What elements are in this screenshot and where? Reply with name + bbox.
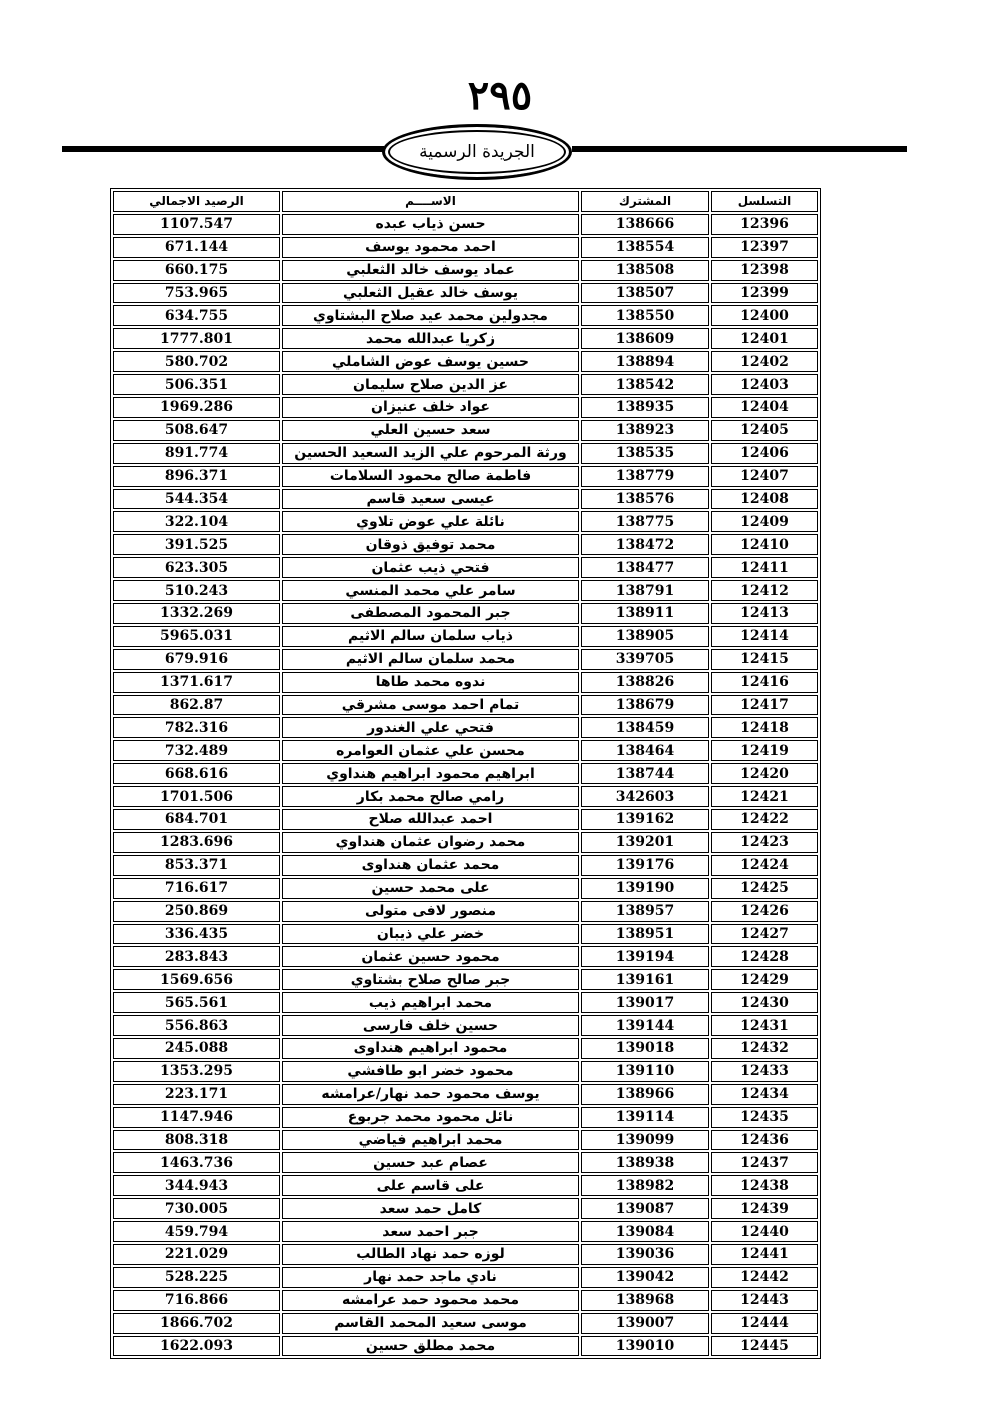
subscriber-balance-table bbox=[110, 188, 821, 1359]
gazette-title-emblem bbox=[382, 124, 572, 180]
cell-subscriber: 138938 bbox=[581, 1152, 709, 1173]
cell-subscriber: 139099 bbox=[581, 1130, 709, 1151]
table-row bbox=[113, 946, 818, 967]
cell-subscriber: 138911 bbox=[581, 603, 709, 624]
table-row bbox=[113, 878, 818, 899]
cell-serial: 12404 bbox=[711, 397, 818, 418]
cell-serial: 12424 bbox=[711, 855, 818, 876]
cell-name: فاطمة صالح محمود السلامات bbox=[282, 466, 579, 487]
cell-balance: 634.755 bbox=[113, 305, 280, 326]
cell-serial: 12412 bbox=[711, 580, 818, 601]
cell-subscriber: 138968 bbox=[581, 1290, 709, 1311]
cell-serial: 12405 bbox=[711, 420, 818, 441]
cell-subscriber: 138508 bbox=[581, 260, 709, 281]
cell-balance: 853.371 bbox=[113, 855, 280, 876]
cell-balance: 753.965 bbox=[113, 283, 280, 304]
cell-name: عواد خلف عنيزان bbox=[282, 397, 579, 418]
cell-name: محمد مطلق حسين bbox=[282, 1336, 579, 1357]
cell-serial: 12420 bbox=[711, 763, 818, 784]
table-row bbox=[113, 1015, 818, 1036]
cell-serial: 12414 bbox=[711, 626, 818, 647]
cell-subscriber: 139110 bbox=[581, 1061, 709, 1082]
cell-name: محمد ابراهيم ذيب bbox=[282, 992, 579, 1013]
cell-balance: 245.088 bbox=[113, 1038, 280, 1059]
cell-balance: 336.435 bbox=[113, 924, 280, 945]
cell-balance: 668.616 bbox=[113, 763, 280, 784]
cell-serial: 12432 bbox=[711, 1038, 818, 1059]
cell-name: حسين يوسف عوض الشاملي bbox=[282, 351, 579, 372]
cell-subscriber: 138550 bbox=[581, 305, 709, 326]
cell-subscriber: 139144 bbox=[581, 1015, 709, 1036]
cell-serial: 12399 bbox=[711, 283, 818, 304]
cell-subscriber: 138894 bbox=[581, 351, 709, 372]
table-row bbox=[113, 740, 818, 761]
cell-serial: 12438 bbox=[711, 1175, 818, 1196]
cell-serial: 12410 bbox=[711, 534, 818, 555]
table-row bbox=[113, 672, 818, 693]
cell-subscriber: 138791 bbox=[581, 580, 709, 601]
cell-name: موسى سعيد المحمد القاسم bbox=[282, 1313, 579, 1334]
cell-serial: 12433 bbox=[711, 1061, 818, 1082]
cell-name: رامي صالح محمد بكار bbox=[282, 786, 579, 807]
cell-serial: 12441 bbox=[711, 1244, 818, 1265]
cell-subscriber: 139087 bbox=[581, 1198, 709, 1219]
table-row bbox=[113, 992, 818, 1013]
table-row bbox=[113, 809, 818, 830]
table-row bbox=[113, 580, 818, 601]
cell-balance: 1107.547 bbox=[113, 214, 280, 235]
table-row bbox=[113, 260, 818, 281]
cell-balance: 580.702 bbox=[113, 351, 280, 372]
cell-subscriber: 139162 bbox=[581, 809, 709, 830]
table-row bbox=[113, 786, 818, 807]
cell-serial: 12418 bbox=[711, 717, 818, 738]
cell-serial: 12413 bbox=[711, 603, 818, 624]
cell-name: محمود خضر ابو طافشي bbox=[282, 1061, 579, 1082]
cell-serial: 12398 bbox=[711, 260, 818, 281]
cell-balance: 1332.269 bbox=[113, 603, 280, 624]
table-row bbox=[113, 832, 818, 853]
cell-name: محمد سلمان سالم الاثيم bbox=[282, 649, 579, 670]
cell-serial: 12436 bbox=[711, 1130, 818, 1151]
cell-serial: 12397 bbox=[711, 237, 818, 258]
cell-balance: 1283.696 bbox=[113, 832, 280, 853]
column-header-balance: الرصيد الاجمالي bbox=[113, 191, 280, 212]
cell-balance: 1866.702 bbox=[113, 1313, 280, 1334]
cell-serial: 12443 bbox=[711, 1290, 818, 1311]
cell-serial: 12415 bbox=[711, 649, 818, 670]
cell-serial: 12428 bbox=[711, 946, 818, 967]
cell-serial: 12430 bbox=[711, 992, 818, 1013]
cell-name: تمام احمد موسى مشرقي bbox=[282, 695, 579, 716]
cell-serial: 12442 bbox=[711, 1267, 818, 1288]
cell-serial: 12439 bbox=[711, 1198, 818, 1219]
cell-balance: 391.525 bbox=[113, 534, 280, 555]
cell-balance: 250.869 bbox=[113, 901, 280, 922]
table-row bbox=[113, 603, 818, 624]
cell-name: فتحي ذيب عثمان bbox=[282, 557, 579, 578]
cell-balance: 544.354 bbox=[113, 489, 280, 510]
cell-serial: 12444 bbox=[711, 1313, 818, 1334]
table-row bbox=[113, 1267, 818, 1288]
cell-name: على محمد حسين bbox=[282, 878, 579, 899]
cell-name: خضر علي ذيبان bbox=[282, 924, 579, 945]
cell-subscriber: 339705 bbox=[581, 649, 709, 670]
cell-balance: 716.617 bbox=[113, 878, 280, 899]
cell-balance: 1777.801 bbox=[113, 328, 280, 349]
cell-balance: 1147.946 bbox=[113, 1107, 280, 1128]
cell-serial: 12429 bbox=[711, 969, 818, 990]
cell-name: محمد توفيق ذوقان bbox=[282, 534, 579, 555]
cell-serial: 12407 bbox=[711, 466, 818, 487]
cell-subscriber: 138951 bbox=[581, 924, 709, 945]
cell-serial: 12411 bbox=[711, 557, 818, 578]
cell-subscriber: 138464 bbox=[581, 740, 709, 761]
table-row bbox=[113, 763, 818, 784]
table-row bbox=[113, 855, 818, 876]
cell-balance: 684.701 bbox=[113, 809, 280, 830]
cell-subscriber: 139007 bbox=[581, 1313, 709, 1334]
cell-serial: 12423 bbox=[711, 832, 818, 853]
cell-balance: 896.371 bbox=[113, 466, 280, 487]
table-row bbox=[113, 1221, 818, 1242]
cell-serial: 12435 bbox=[711, 1107, 818, 1128]
table-row bbox=[113, 717, 818, 738]
cell-serial: 12416 bbox=[711, 672, 818, 693]
cell-subscriber: 139018 bbox=[581, 1038, 709, 1059]
cell-balance: 344.943 bbox=[113, 1175, 280, 1196]
cell-name: ذياب سلمان سالم الاثيم bbox=[282, 626, 579, 647]
cell-serial: 12434 bbox=[711, 1084, 818, 1105]
cell-balance: 5965.031 bbox=[113, 626, 280, 647]
cell-name: زكريا عبدالله محمد bbox=[282, 328, 579, 349]
cell-name: ابراهيم محمود ابراهيم هنداوي bbox=[282, 763, 579, 784]
cell-balance: 660.175 bbox=[113, 260, 280, 281]
table-row bbox=[113, 420, 818, 441]
cell-serial: 12419 bbox=[711, 740, 818, 761]
table-header-row bbox=[113, 191, 818, 212]
cell-name: نائل محمود محمد جربوع bbox=[282, 1107, 579, 1128]
cell-serial: 12440 bbox=[711, 1221, 818, 1242]
table-row bbox=[113, 534, 818, 555]
cell-balance: 510.243 bbox=[113, 580, 280, 601]
cell-balance: 891.774 bbox=[113, 443, 280, 464]
cell-subscriber: 139084 bbox=[581, 1221, 709, 1242]
cell-name: نادي ماجد حمد نهار bbox=[282, 1267, 579, 1288]
table-row bbox=[113, 557, 818, 578]
table-row bbox=[113, 1244, 818, 1265]
cell-name: نائلة علي عوض تلاوي bbox=[282, 511, 579, 532]
cell-name: ندوه محمد طاها bbox=[282, 672, 579, 693]
cell-name: عماد يوسف خالد الثعلبي bbox=[282, 260, 579, 281]
cell-balance: 1569.656 bbox=[113, 969, 280, 990]
cell-balance: 223.171 bbox=[113, 1084, 280, 1105]
cell-balance: 528.225 bbox=[113, 1267, 280, 1288]
table-row bbox=[113, 1175, 818, 1196]
cell-balance: 862.87 bbox=[113, 695, 280, 716]
cell-name: جبر المحمود المصطفى bbox=[282, 603, 579, 624]
cell-serial: 12422 bbox=[711, 809, 818, 830]
cell-name: فتحي علي الغندور bbox=[282, 717, 579, 738]
cell-serial: 12431 bbox=[711, 1015, 818, 1036]
cell-balance: 506.351 bbox=[113, 374, 280, 395]
cell-subscriber: 139176 bbox=[581, 855, 709, 876]
cell-subscriber: 138576 bbox=[581, 489, 709, 510]
cell-balance: 508.647 bbox=[113, 420, 280, 441]
cell-subscriber: 138935 bbox=[581, 397, 709, 418]
cell-subscriber: 138982 bbox=[581, 1175, 709, 1196]
cell-name: محمد محمود حمد عرامشه bbox=[282, 1290, 579, 1311]
cell-balance: 322.104 bbox=[113, 511, 280, 532]
cell-balance: 221.029 bbox=[113, 1244, 280, 1265]
cell-name: منصور لافى متولى bbox=[282, 901, 579, 922]
cell-name: جبر احمد سعد bbox=[282, 1221, 579, 1242]
header-rule-left bbox=[62, 146, 384, 152]
cell-balance: 782.316 bbox=[113, 717, 280, 738]
table-row bbox=[113, 1084, 818, 1105]
cell-serial: 12402 bbox=[711, 351, 818, 372]
cell-balance: 1353.295 bbox=[113, 1061, 280, 1082]
cell-serial: 12425 bbox=[711, 878, 818, 899]
cell-balance: 1622.093 bbox=[113, 1336, 280, 1357]
cell-name: عصام عبد حسين bbox=[282, 1152, 579, 1173]
cell-subscriber: 138666 bbox=[581, 214, 709, 235]
cell-balance: 283.843 bbox=[113, 946, 280, 967]
cell-balance: 671.144 bbox=[113, 237, 280, 258]
cell-subscriber: 138459 bbox=[581, 717, 709, 738]
cell-subscriber: 138744 bbox=[581, 763, 709, 784]
cell-name: لوزه حمد نهاد الطالب bbox=[282, 1244, 579, 1265]
cell-balance: 1463.736 bbox=[113, 1152, 280, 1173]
table-row bbox=[113, 374, 818, 395]
cell-balance: 679.916 bbox=[113, 649, 280, 670]
cell-subscriber: 139114 bbox=[581, 1107, 709, 1128]
cell-subscriber: 138477 bbox=[581, 557, 709, 578]
cell-subscriber: 139194 bbox=[581, 946, 709, 967]
cell-balance: 565.561 bbox=[113, 992, 280, 1013]
cell-subscriber: 138966 bbox=[581, 1084, 709, 1105]
cell-subscriber: 138535 bbox=[581, 443, 709, 464]
table-row bbox=[113, 1130, 818, 1151]
table-row bbox=[113, 969, 818, 990]
cell-serial: 12421 bbox=[711, 786, 818, 807]
cell-subscriber: 138472 bbox=[581, 534, 709, 555]
cell-subscriber: 138679 bbox=[581, 695, 709, 716]
cell-name: محمد عثمان هنداوى bbox=[282, 855, 579, 876]
cell-name: محمود حسين عثمان bbox=[282, 946, 579, 967]
cell-name: يوسف خالد عقيل الثعلبي bbox=[282, 283, 579, 304]
cell-serial: 12406 bbox=[711, 443, 818, 464]
table-row bbox=[113, 1107, 818, 1128]
table-row bbox=[113, 328, 818, 349]
cell-subscriber: 138923 bbox=[581, 420, 709, 441]
table-row bbox=[113, 305, 818, 326]
cell-serial: 12396 bbox=[711, 214, 818, 235]
cell-name: يوسف محمود حمد نهار/عرامشه bbox=[282, 1084, 579, 1105]
column-header-serial: التسلسل bbox=[711, 191, 818, 212]
cell-name: محمد رضوان عثمان هنداوي bbox=[282, 832, 579, 853]
cell-balance: 732.489 bbox=[113, 740, 280, 761]
table-row bbox=[113, 1061, 818, 1082]
table-row bbox=[113, 283, 818, 304]
cell-balance: 716.866 bbox=[113, 1290, 280, 1311]
table-row bbox=[113, 511, 818, 532]
cell-balance: 459.794 bbox=[113, 1221, 280, 1242]
table-row bbox=[113, 1313, 818, 1334]
cell-subscriber: 138507 bbox=[581, 283, 709, 304]
cell-subscriber: 139036 bbox=[581, 1244, 709, 1265]
cell-subscriber: 139161 bbox=[581, 969, 709, 990]
cell-name: محمد ابراهيم فياضي bbox=[282, 1130, 579, 1151]
cell-serial: 12400 bbox=[711, 305, 818, 326]
cell-subscriber: 139201 bbox=[581, 832, 709, 853]
table-row bbox=[113, 237, 818, 258]
gazette-title: الجريدة الرسمية bbox=[419, 142, 535, 162]
cell-name: حسن ذياب عبده bbox=[282, 214, 579, 235]
cell-serial: 12445 bbox=[711, 1336, 818, 1357]
cell-subscriber: 342603 bbox=[581, 786, 709, 807]
table-row bbox=[113, 1152, 818, 1173]
table-row bbox=[113, 443, 818, 464]
cell-name: محسن علي عثمان العوامره bbox=[282, 740, 579, 761]
cell-serial: 12408 bbox=[711, 489, 818, 510]
cell-name: احمد محمود يوسف bbox=[282, 237, 579, 258]
cell-subscriber: 139017 bbox=[581, 992, 709, 1013]
cell-balance: 1701.506 bbox=[113, 786, 280, 807]
cell-subscriber: 138554 bbox=[581, 237, 709, 258]
cell-name: محمود ابراهيم هنداوى bbox=[282, 1038, 579, 1059]
table-row bbox=[113, 1290, 818, 1311]
cell-serial: 12437 bbox=[711, 1152, 818, 1173]
table-row bbox=[113, 214, 818, 235]
cell-serial: 12417 bbox=[711, 695, 818, 716]
cell-name: على قاسم على bbox=[282, 1175, 579, 1196]
table-row bbox=[113, 1198, 818, 1219]
cell-name: كامل حمد سعد bbox=[282, 1198, 579, 1219]
table-row bbox=[113, 626, 818, 647]
table-row bbox=[113, 649, 818, 670]
table-row bbox=[113, 1336, 818, 1357]
table-row bbox=[113, 901, 818, 922]
cell-name: جبر صالح صلاح بشتاوي bbox=[282, 969, 579, 990]
cell-serial: 12426 bbox=[711, 901, 818, 922]
cell-name: احمد عبدالله صلاح bbox=[282, 809, 579, 830]
table-row bbox=[113, 924, 818, 945]
cell-subscriber: 138609 bbox=[581, 328, 709, 349]
cell-subscriber: 138779 bbox=[581, 466, 709, 487]
cell-name: سامر علي محمد المنسي bbox=[282, 580, 579, 601]
cell-serial: 12409 bbox=[711, 511, 818, 532]
column-header-name: الاســــم bbox=[282, 191, 579, 212]
cell-subscriber: 139042 bbox=[581, 1267, 709, 1288]
cell-balance: 1371.617 bbox=[113, 672, 280, 693]
cell-balance: 623.305 bbox=[113, 557, 280, 578]
table-row bbox=[113, 397, 818, 418]
cell-name: مجدولين محمد عيد صلاح البشتاوي bbox=[282, 305, 579, 326]
table-row bbox=[113, 1038, 818, 1059]
cell-subscriber: 138826 bbox=[581, 672, 709, 693]
table-row bbox=[113, 695, 818, 716]
cell-subscriber: 139010 bbox=[581, 1336, 709, 1357]
cell-balance: 556.863 bbox=[113, 1015, 280, 1036]
cell-name: عز الدين صلاح سليمان bbox=[282, 374, 579, 395]
cell-serial: 12427 bbox=[711, 924, 818, 945]
table-row bbox=[113, 466, 818, 487]
cell-serial: 12401 bbox=[711, 328, 818, 349]
cell-balance: 808.318 bbox=[113, 1130, 280, 1151]
header-rule-right bbox=[572, 146, 907, 152]
cell-subscriber: 138957 bbox=[581, 901, 709, 922]
table-row bbox=[113, 489, 818, 510]
cell-balance: 730.005 bbox=[113, 1198, 280, 1219]
cell-subscriber: 138905 bbox=[581, 626, 709, 647]
cell-name: عيسى سعيد قاسم bbox=[282, 489, 579, 510]
cell-subscriber: 138775 bbox=[581, 511, 709, 532]
cell-subscriber: 138542 bbox=[581, 374, 709, 395]
cell-name: ورثة المرحوم علي الزيد السعيد الحسين bbox=[282, 443, 579, 464]
page-number: ٢٩٥ bbox=[467, 72, 533, 119]
column-header-subscriber: المشترك bbox=[581, 191, 709, 212]
cell-subscriber: 139190 bbox=[581, 878, 709, 899]
table-row bbox=[113, 351, 818, 372]
cell-serial: 12403 bbox=[711, 374, 818, 395]
cell-balance: 1969.286 bbox=[113, 397, 280, 418]
cell-name: حسين خلف فارسى bbox=[282, 1015, 579, 1036]
cell-name: سعد حسين العلي bbox=[282, 420, 579, 441]
